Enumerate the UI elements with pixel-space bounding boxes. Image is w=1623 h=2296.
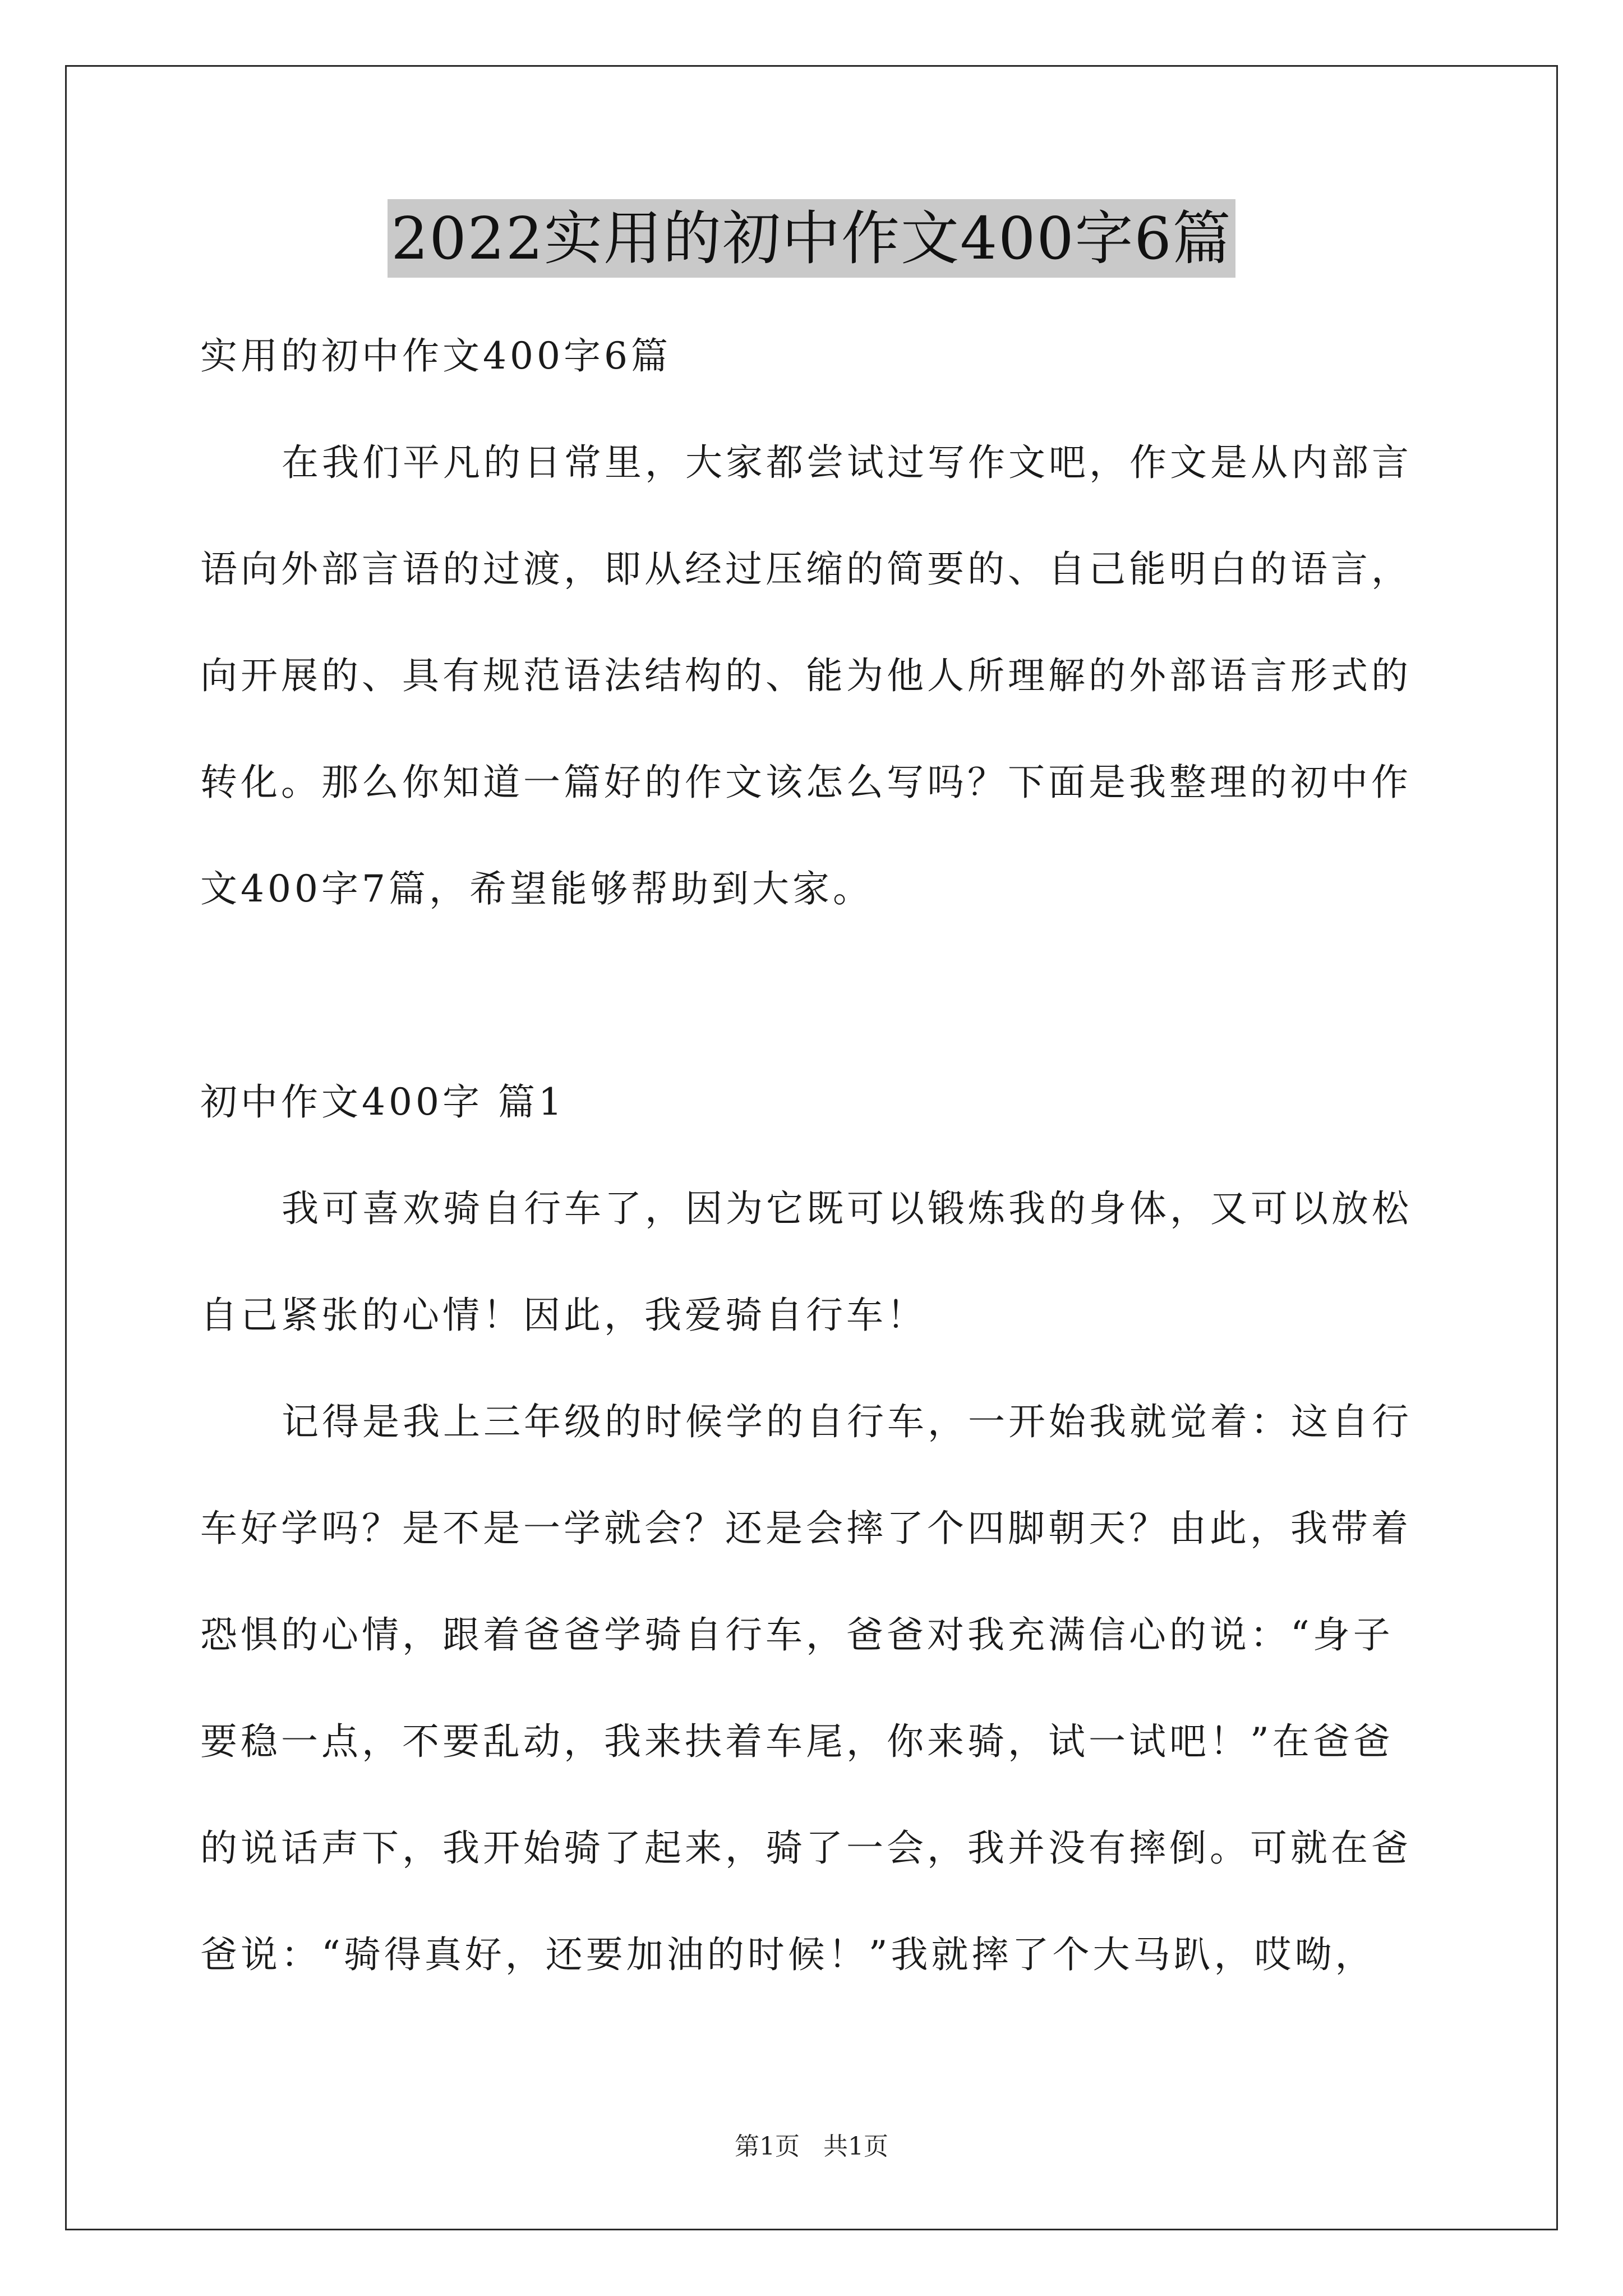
intro-line-4: 转化。那么你知道一篇好的作文该怎么写吗？下面是我整理的初中作 (200, 761, 1412, 804)
intro-line-3: 向开展的、具有规范语法结构的、能为他人所理解的外部语言形式的 (200, 654, 1412, 697)
para2-line-5: 的说话声下，我开始骑了起来，骑了一会，我并没有摔倒。可就在爸 (200, 1826, 1412, 1870)
document-title: 2022实用的初中作文400字6篇 (388, 199, 1235, 278)
title-container (0, 199, 1623, 278)
page-number: 第1页 (735, 2132, 800, 2161)
section-gap (200, 942, 1434, 1049)
document-body (200, 303, 1434, 2008)
intro-line-1: 在我们平凡的日常里，大家都尝试过写作文吧，作文是从内部言 (282, 441, 1412, 484)
document-subtitle: 实用的初中作文400字6篇 (200, 334, 671, 378)
intro-line-2: 语向外部言语的过渡，即从经过压缩的简要的、自己能明白的语言， (200, 547, 1412, 591)
intro-line-5: 文400字7篇，希望能够帮助到大家。 (200, 867, 873, 910)
para2-line-1: 记得是我上三年级的时候学的自行车，一开始我就觉着：这自行 (282, 1400, 1412, 1443)
para2-line-4: 要稳一点，不要乱动，我来扶着车尾，你来骑，试一试吧！”在爸爸 (200, 1720, 1394, 1763)
section-heading: 初中作文400字 篇1 (200, 1080, 565, 1124)
page-footer (0, 2126, 1623, 2162)
para2-line-6: 爸说：“骑得真好，还要加油的时候！”我就摔了个大马趴，哎呦， (200, 1933, 1376, 1976)
para2-line-2: 车好学吗？是不是一学就会？还是会摔了个四脚朝天？由此，我带着 (200, 1507, 1412, 1550)
para2-line-3: 恐惧的心情，跟着爸爸学骑自行车，爸爸对我充满信心的说：“身子 (200, 1613, 1394, 1657)
para1-line-1: 我可喜欢骑自行车了，因为它既可以锻炼我的身体，又可以放松 (282, 1187, 1412, 1230)
page-total: 共1页 (823, 2132, 888, 2161)
para1-line-2: 自己紧张的心情！因此，我爱骑自行车！ (200, 1294, 927, 1337)
